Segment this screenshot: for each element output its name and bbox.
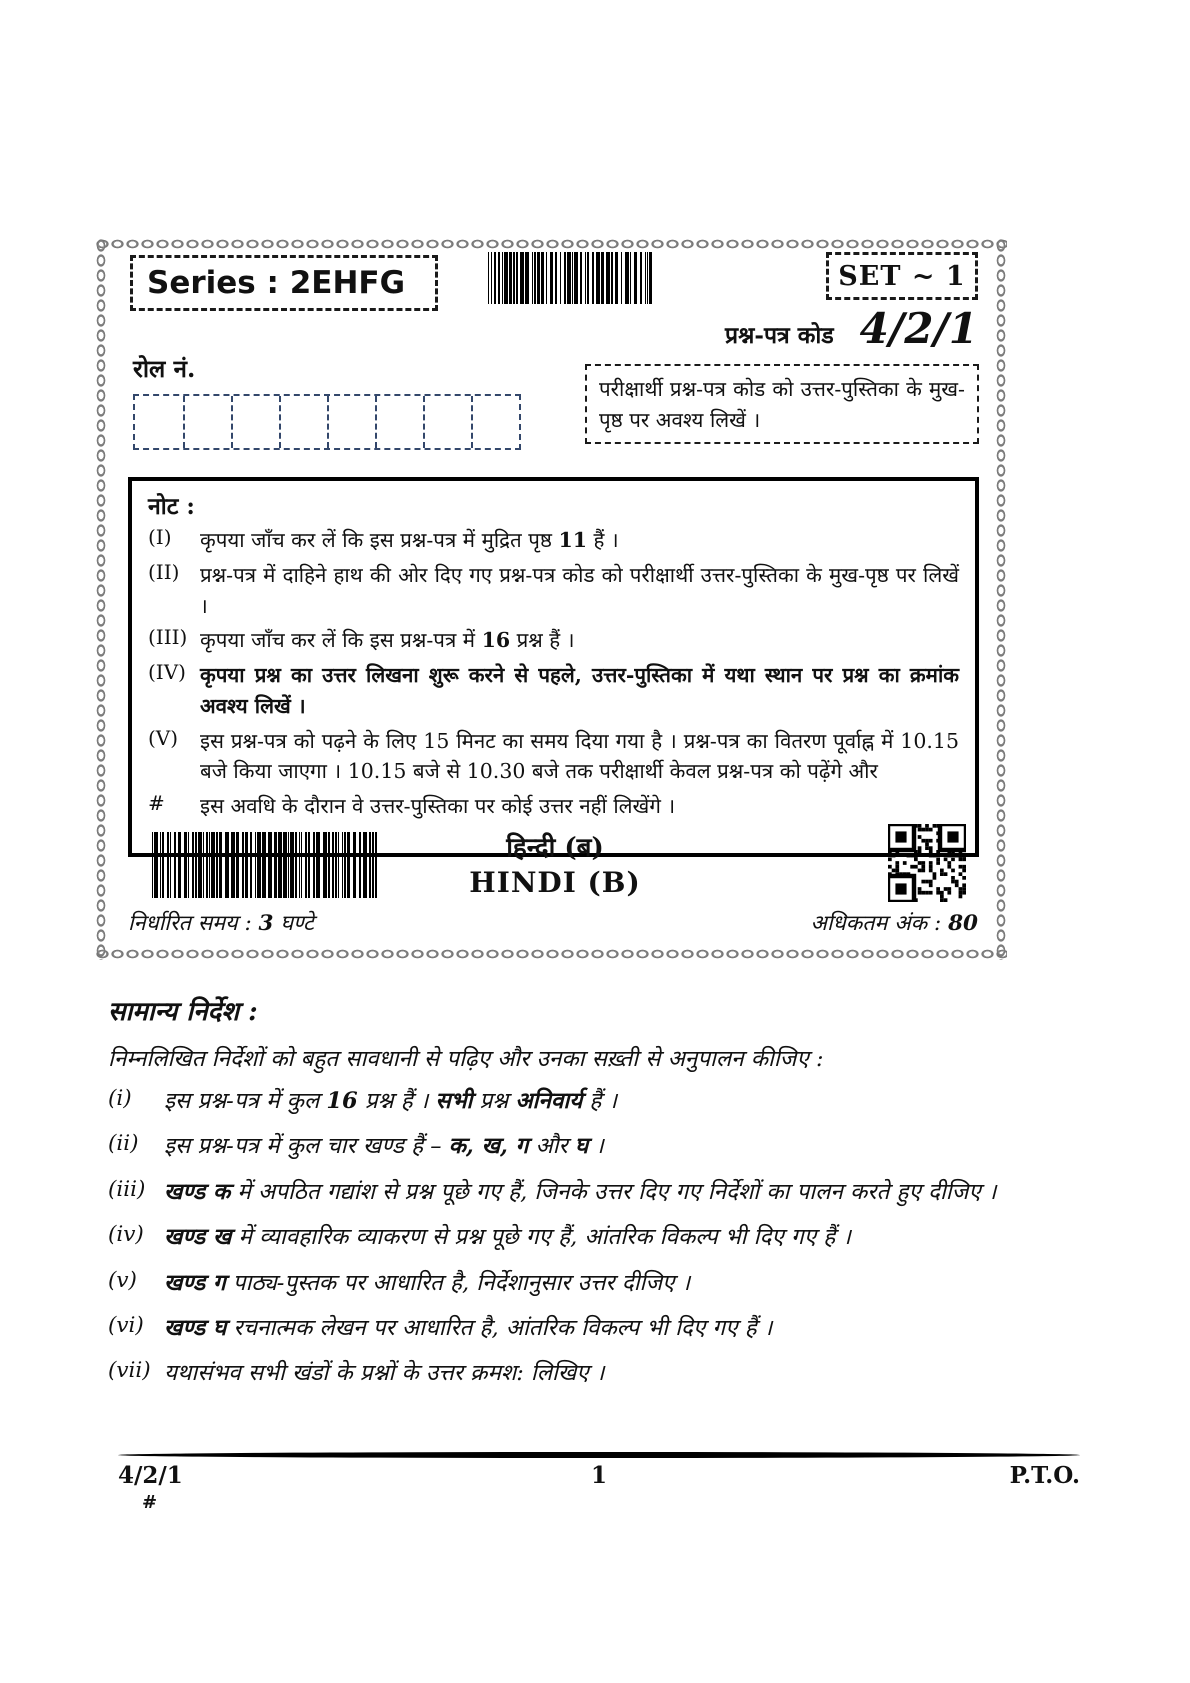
roll-number-cell xyxy=(231,396,279,448)
item-text: कृपया जाँच कर लें कि इस प्रश्न-पत्र में मुद्रित पृष्ठ 11 हैं । xyxy=(200,528,619,552)
item-label: (i) xyxy=(108,1086,132,1111)
instruction-item xyxy=(108,1177,1093,1207)
footer-rule xyxy=(118,1452,1080,1458)
instruction-item xyxy=(108,1313,1093,1343)
chain-border-top xyxy=(95,238,1007,250)
roll-number-cell xyxy=(471,396,519,448)
note-list xyxy=(148,525,959,822)
general-instructions-title: सामान्य निर्देश : xyxy=(108,997,258,1027)
item-text: खण्ड ग पाठ्य-पुस्तक पर आधारित है, निर्देशानुसार उत्तर दीजिए । xyxy=(164,1269,691,1296)
set-box xyxy=(826,252,978,300)
item-label: (ii) xyxy=(108,1131,139,1157)
footer-row xyxy=(118,1462,1080,1489)
note-item xyxy=(148,625,959,656)
instruction-item xyxy=(108,1086,1093,1116)
instruction-item xyxy=(108,1268,1093,1298)
set-label: SET ~ 1 xyxy=(838,260,966,292)
item-label: (V) xyxy=(148,725,179,750)
item-label: (vi) xyxy=(108,1312,144,1338)
maximum-marks-label: अधिकतम अंक : 80 xyxy=(810,911,978,936)
item-label: (II) xyxy=(148,559,180,584)
item-label: (iii) xyxy=(108,1176,146,1202)
note-item xyxy=(148,726,959,788)
item-label: (vii) xyxy=(108,1358,151,1384)
paper-code-label: प्रश्न-पत्र कोड xyxy=(725,322,834,349)
chain-border-right xyxy=(995,238,1007,960)
note-box xyxy=(128,477,979,857)
item-text: यथासंभव सभी खंडों के प्रश्नों के उत्तर क्रमश: लिखिए । xyxy=(164,1360,605,1387)
note-item xyxy=(148,560,959,622)
subject-title-english: HINDI (B) xyxy=(469,866,641,899)
footer-page-number: 1 xyxy=(590,1462,607,1489)
roll-number-cell xyxy=(375,396,423,448)
barcode-icon xyxy=(152,832,378,898)
barcode-icon xyxy=(488,252,653,304)
item-text: खण्ड घ रचनात्मक लेखन पर आधारित है, आंतरिक विकल्प भी दिए गए हैं । xyxy=(164,1314,773,1341)
chain-border-bottom xyxy=(95,948,1007,960)
roll-number-cell xyxy=(135,396,183,448)
roll-number-cell xyxy=(327,396,375,448)
item-label: (iv) xyxy=(108,1222,144,1248)
subject-title-hindi: हिन्दी (ब) xyxy=(506,833,604,863)
time-marks-row xyxy=(128,908,978,937)
paper-code-row xyxy=(560,304,978,353)
item-text: इस अवधि के दौरान वे उत्तर-पुस्तिका पर कोई उत्तर नहीं लिखेंगे । xyxy=(200,794,676,818)
note-item xyxy=(148,791,959,822)
general-instructions-intro: निम्नलिखित निर्देशों को बहुत सावधानी से पढ़िए और उनका सख़्ती से अनुपालन कीजिए : xyxy=(108,1046,824,1072)
roll-number-cell xyxy=(183,396,231,448)
code-instruction-box xyxy=(585,364,979,444)
footer-pto-label: P.T.O. xyxy=(1009,1462,1080,1489)
qr-code-icon xyxy=(888,824,966,902)
item-text: इस प्रश्न-पत्र में कुल 16 प्रश्न हैं । सभी प्रश्न अनिवार्य हैं । xyxy=(164,1088,618,1114)
chain-border-left xyxy=(95,238,107,960)
item-label: (I) xyxy=(148,525,172,549)
footer-hash-mark: # xyxy=(142,1492,158,1513)
item-text: इस प्रश्न-पत्र में कुल चार खण्ड हैं – क, ख, ग और घ । xyxy=(164,1133,604,1160)
note-title: नोट : xyxy=(148,493,195,520)
item-text: खण्ड ख में व्यावहारिक व्याकरण से प्रश्न पूछे गए हैं, आंतरिक विकल्प भी दिए गए हैं । xyxy=(164,1224,851,1251)
item-text: प्रश्न-पत्र में दाहिने हाथ की ओर दिए गए प्रश्न-पत्र कोड को परीक्षार्थी उत्तर-पुस्तिका के मुख-पृष्ठ पर लिखें । xyxy=(200,562,959,618)
paper-code-value: 4/2/1 xyxy=(859,304,978,353)
roll-number-grid xyxy=(133,394,521,450)
item-text: खण्ड क में अपठित गद्यांश से प्रश्न पूछे गए हैं, जिनके उत्तर दिए गए निर्देशों का पालन करते हुए दीजिए । xyxy=(164,1178,997,1205)
item-text: कृपया प्रश्न का उत्तर लिखना शुरू करने से पहले, उत्तर-पुस्तिका में यथा स्थान पर प्रश्न का क्रमांक अवश्य लिखें । xyxy=(200,663,959,718)
note-item xyxy=(148,525,959,556)
instruction-item xyxy=(108,1222,1093,1252)
roll-number-cell xyxy=(423,396,471,448)
roll-number-label: रोल नं. xyxy=(133,354,196,383)
item-text: कृपया जाँच कर लें कि इस प्रश्न-पत्र में 16 प्रश्न हैं । xyxy=(200,628,575,653)
instruction-item xyxy=(108,1131,1093,1161)
item-label: # xyxy=(148,791,165,815)
roll-number-cell xyxy=(279,396,327,448)
series-box xyxy=(130,255,438,311)
general-instructions-list xyxy=(108,1086,1093,1404)
item-text: इस प्रश्न-पत्र को पढ़ने के लिए 15 मिनट का समय दिया गया है । प्रश्न-पत्र का वितरण पूर्वाह्न में 10.15 बजे किया जाएगा । 10.15 बजे से 10.30 बजे तक परीक्षार्थी केवल प्रश्न-पत्र को पढ़ेंगे और xyxy=(200,728,959,784)
item-label: (IV) xyxy=(148,660,186,684)
series-label: Series : 2EHFG xyxy=(147,265,406,301)
instruction-item xyxy=(108,1358,1093,1388)
note-item xyxy=(148,660,959,722)
code-instruction-text: परीक्षार्थी प्रश्न-पत्र कोड को उत्तर-पुस्तिका के मुख-पृष्ठ पर अवश्य लिखें । xyxy=(599,377,965,432)
item-label: (v) xyxy=(108,1267,137,1293)
allotted-time-label: निर्धारित समय : 3 घण्टे xyxy=(128,911,314,936)
item-label: (III) xyxy=(148,625,188,650)
footer-paper-code: 4/2/1 xyxy=(118,1462,183,1489)
